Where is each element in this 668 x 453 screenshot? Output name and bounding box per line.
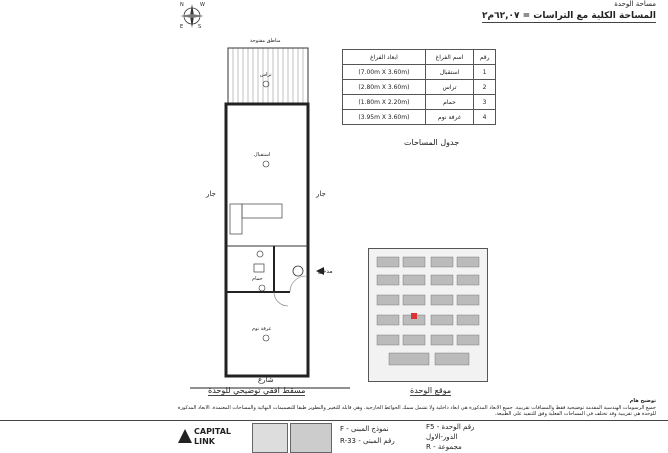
notes-title: توضيح هام [629,398,656,404]
table-header-row [343,50,496,65]
capital-link-logo [178,425,238,449]
street-label: شارع [258,376,274,384]
table-cell: تراس [425,80,473,95]
floor-plan-drawing [190,36,350,398]
table-cell: (3.95m X 3.60m) [343,110,426,125]
building-number: رقم المبنى - R-33 [340,437,395,445]
compass-s: S [198,24,202,30]
table-cell: 1 [474,65,496,80]
table-cell: حمام [425,95,473,110]
open-areas-label: مناطق مفتوحة [250,38,281,44]
table-cell: 3 [474,95,496,110]
col-dimensions-header: ابعاد الفراغ [343,50,426,65]
unit-area-label: مساحة الوحدة [614,0,656,8]
bedroom-label: غرفة نوم [252,326,272,332]
unit-number: رقم الوحدة - F5 [426,423,475,431]
compass-n: N [180,2,184,8]
terrace-label: تراس [260,72,272,78]
logo-line2: LINK [194,437,215,446]
site-caption: موقع الوحدة [410,386,452,395]
table-row [343,95,496,110]
col-space-name-header: اسم الفراغ [425,50,473,65]
col-number-header: رقم [474,50,496,65]
neighbor-left: جار [206,190,216,198]
site-map-drawing [369,249,487,381]
table-row [343,65,496,80]
table-row [343,110,496,125]
table-cell: (7.00m X 3.60m) [343,65,426,80]
compass-e: E [180,24,184,30]
table-row [343,80,496,95]
building-thumbnail-2 [290,423,332,453]
site-map [368,248,488,382]
group-label: مجموعة - R [426,443,462,451]
neighbor-right: جار [316,190,326,198]
floor-plan [190,36,350,398]
compass [178,2,206,30]
title-block [0,420,668,453]
table-cell: (2.80m X 3.60m) [343,80,426,95]
compass-w: W [200,2,205,8]
reception-label: استقبال [254,152,271,158]
building-thumbnail-1 [252,423,288,453]
table-cell: استقبال [425,65,473,80]
model-label: نموذج المبنى - F [340,425,389,433]
plan-caption: مسقط افقي توضيحي للوحدة [208,386,306,395]
areas-table [342,49,496,125]
areas-table-caption: جدول المساحات [404,138,460,147]
floor-label: الدور-الاول [426,433,458,441]
table-cell: (1.80m X 2.20m) [343,95,426,110]
entrance-label: مدخل [318,268,333,275]
logo-line1: CAPITAL [194,427,232,436]
table-cell: 2 [474,80,496,95]
logo-mark-icon [178,429,192,443]
bathroom-label: حمام [252,276,263,282]
total-area: المساحة الكلية مع التراسات = ٦٢,٠٧م٢ [481,11,656,21]
notes-text: جميع الرسومات الهندسية المقدمة توضيحية فقط والمسافات تقريبية. جميع الابعاد المذكورة هي ابعاد داخلية ولا تشمل سمك الحوائط الخارجية. وهي قابلة للتغيير والتطوير طبقا للتصميمات النهائية والمساحات المعتمدة. الابعاد المذكورة للوحدة هي تقريبية وقد تختلف في المساحات الفعلية وفق للتنفيذ على الطبيعة. [177,405,656,417]
table-cell: 4 [474,110,496,125]
table-cell: غرفة نوم [425,110,473,125]
